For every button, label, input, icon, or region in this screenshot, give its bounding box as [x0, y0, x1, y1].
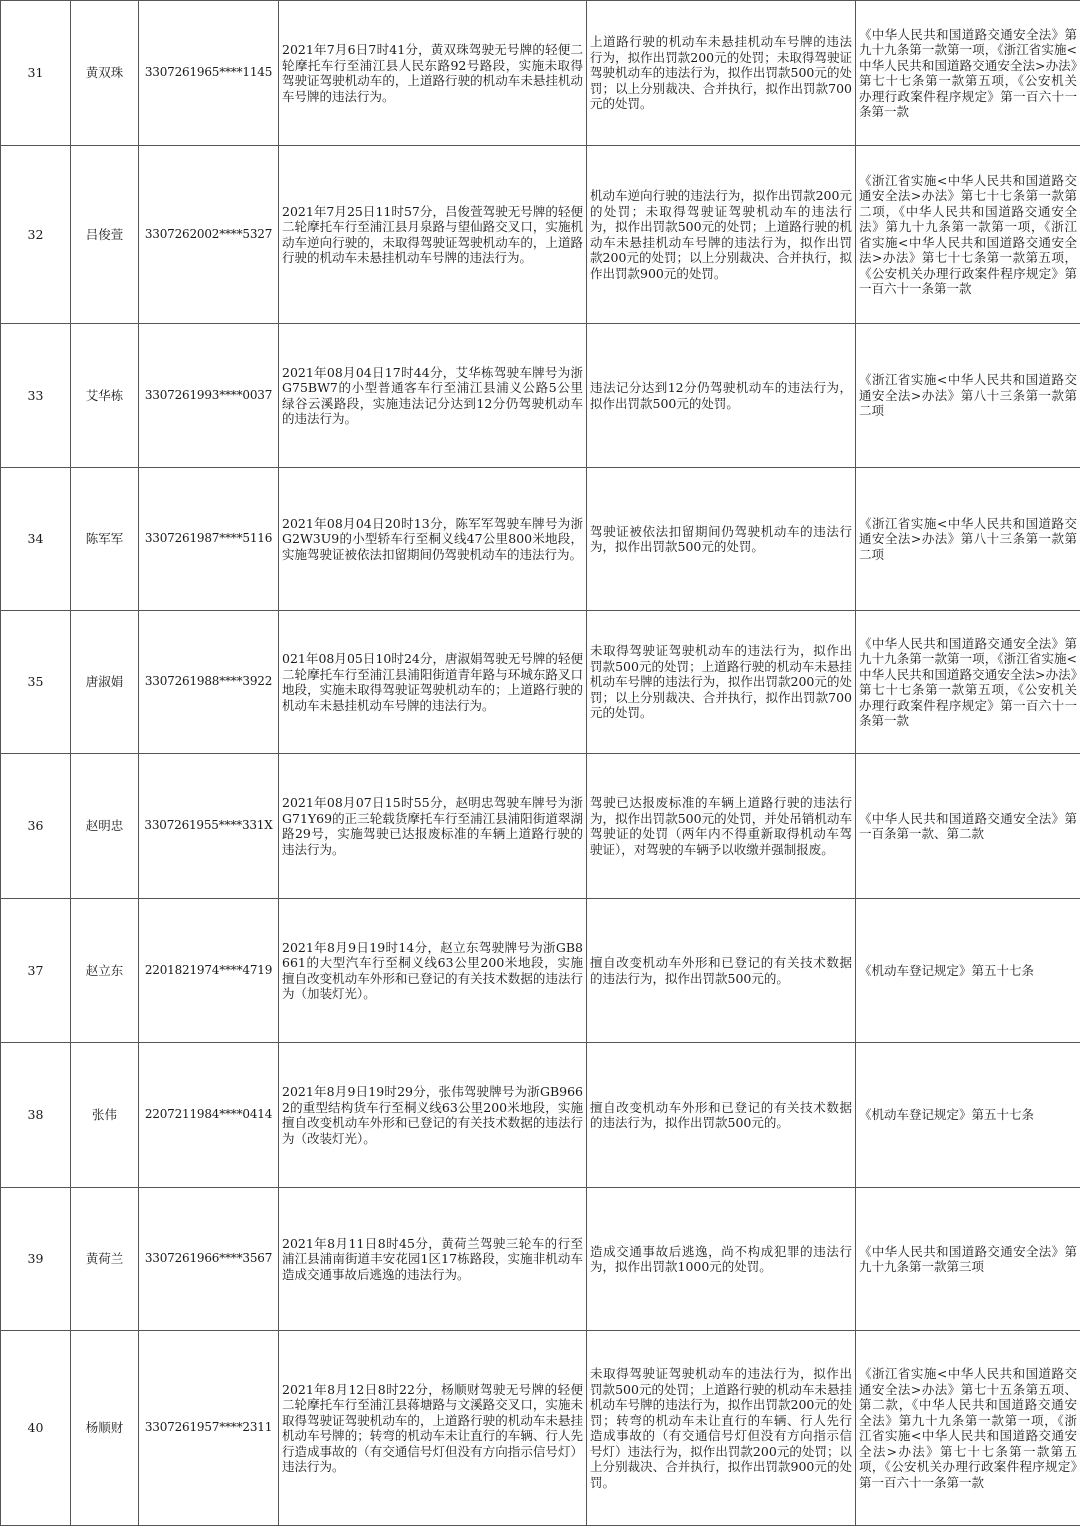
legal-basis: 《机动车登记规定》第五十七条 [856, 1043, 1080, 1188]
penalty-decision: 擅自改变机动车外形和已登记的有关技术数据的违法行为，拟作出罚款500元的。 [587, 1043, 856, 1188]
id-number: 2207211984****0414 [139, 1043, 279, 1188]
violation-facts: 2021年8月11日8时45分，黄荷兰驾驶三轮车的行至浦江县浦南街道丰安花园1区17栋路段，实施非机动车造成交通事故后逃逸的违法行为。 [279, 1188, 587, 1331]
person-name: 赵明忠 [71, 754, 139, 899]
table-row [1, 1, 1080, 146]
violation-facts: 021年08月05日10时24分，唐淑娟驾驶无号牌的轻便二轮摩托车行至浦江县浦阳街道青年路与环城东路叉口地段，实施未取得驾驶证驾驶机动车的；上道路行驶的机动车未悬挂机动车号牌的违法行为。 [279, 611, 587, 754]
person-name: 张伟 [71, 1043, 139, 1188]
violation-facts: 2021年8月9日19时29分，张伟驾驶牌号为浙GB9662的重型结构货车行至桐义线63公里200米地段，实施擅自改变机动车外形和已登记的有关技术数据的违法行为（改装灯光）。 [279, 1043, 587, 1188]
penalty-decision: 驾驶已达报废标准的车辆上道路行驶的违法行为，拟作出罚款500元的处罚，并处吊销机动车驾驶证的处罚（两年内不得重新取得机动车驾驶证），对驾驶的车辆予以收缴并强制报废。 [587, 754, 856, 899]
table-row [1, 324, 1080, 468]
legal-basis: 《浙江省实施<中华人民共和国道路交通安全法>办法》第七十七条第一款第二项，《中华人民共和国道路交通安全法》第九十九条第一款第一项，《浙江省实施<中华人民共和国道路交通安全法>办法》第七十七条第一款第五项，《公安机关办理行政案件程序规定》第一百六十一条第一款 [856, 146, 1080, 324]
person-name: 杨顺财 [71, 1331, 139, 1526]
table-row [1, 1188, 1080, 1331]
row-number: 37 [1, 899, 71, 1043]
row-number: 31 [1, 1, 71, 146]
table-row [1, 899, 1080, 1043]
violation-facts: 2021年08月04日17时44分，艾华栋驾驶车牌号为浙G75BW7的小型普通客车行至浦江县浦义公路5公里绿谷云溪路段，实施违法记分达到12分仍驾驶机动车的违法行为。 [279, 324, 587, 468]
id-number: 3307261955****331X [139, 754, 279, 899]
violation-facts: 2021年8月12日8时22分，杨顺财驾驶无号牌的轻便二轮摩托车行至浦江县蒋塘路与文溪路交叉口，实施未取得驾驶证驾驶机动车的，上道路行驶的机动车未悬挂机动车号牌的；转弯的机动车未让直行的车辆、行人先行造成事故的（有交通信号灯但没有方向指示信号灯）违法行为。 [279, 1331, 587, 1526]
penalty-decision: 机动车逆向行驶的违法行为，拟作出罚款200元的处罚；未取得驾驶证驾驶机动车的违法行为，拟作出罚款500元的处罚；上道路行驶的机动车未悬挂机动车号牌的违法行为，拟作出罚款200元的处罚；以上分别裁决、合并执行，拟作出罚款900元的处罚。 [587, 146, 856, 324]
id-number: 3307262002****5327 [139, 146, 279, 324]
penalty-decision: 未取得驾驶证驾驶机动车的违法行为，拟作出罚款500元的处罚；上道路行驶的机动车未悬挂机动车号牌的违法行为，拟作出罚款200元的处罚；以上分别裁决、合并执行，拟作出罚款700元的处罚。 [587, 611, 856, 754]
violation-facts: 2021年7月25日11时57分，吕俊萱驾驶无号牌的轻便二轮摩托车行至浦江县月泉路与望仙路交叉口，实施机动车逆向行驶的，未取得驾驶证驾驶机动车的，上道路行驶的机动车未悬挂机动车号牌的违法行为。 [279, 146, 587, 324]
legal-basis: 《机动车登记规定》第五十七条 [856, 899, 1080, 1043]
legal-basis: 《浙江省实施<中华人民共和国道路交通安全法>办法》第八十三条第一款第二项 [856, 468, 1080, 611]
table-row [1, 146, 1080, 324]
row-number: 39 [1, 1188, 71, 1331]
row-number: 36 [1, 754, 71, 899]
id-number: 3307261987****5116 [139, 468, 279, 611]
legal-basis: 《浙江省实施<中华人民共和国道路交通安全法>办法》第七十五条第五项、第二款，《中华人民共和国道路交通安全法》第九十九条第一款第一项，《浙江省实施<中华人民共和国道路交通安全法>办法》第七十七条第一款第五项，《公安机关办理行政案件程序规定》第一百六十一条第一款 [856, 1331, 1080, 1526]
penalty-decision: 驾驶证被依法扣留期间仍驾驶机动车的违法行为，拟作出罚款500元的处罚。 [587, 468, 856, 611]
row-number: 33 [1, 324, 71, 468]
table-row [1, 1331, 1080, 1526]
legal-basis: 《浙江省实施<中华人民共和国道路交通安全法>办法》第八十三条第一款第二项 [856, 324, 1080, 468]
legal-basis: 《中华人民共和国道路交通安全法》第九十九条第一款第一项，《浙江省实施<中华人民共和国道路交通安全法>办法》第七十七条第一款第五项，《公安机关办理行政案件程序规定》第一百六十一条第一款 [856, 1, 1080, 146]
penalty-decision: 未取得驾驶证驾驶机动车的违法行为，拟作出罚款500元的处罚；上道路行驶的机动车未悬挂机动车号牌的违法行为，拟作出罚款200元的处罚；转弯的机动车未让直行的车辆、行人先行造成事故的（有交通信号灯但没有方向指示信号灯）违法行为，拟作出罚款200元的处罚；以上分别裁决、合并执行，拟作出罚款900元的处罚。 [587, 1331, 856, 1526]
id-number: 3307261966****3567 [139, 1188, 279, 1331]
person-name: 艾华栋 [71, 324, 139, 468]
row-number: 32 [1, 146, 71, 324]
row-number: 38 [1, 1043, 71, 1188]
legal-basis: 《中华人民共和国道路交通安全法》第九十九条第一款第一项，《浙江省实施<中华人民共和国道路交通安全法>办法》第七十七条第一款第五项，《公安机关办理行政案件程序规定》第一百六十一条第一款 [856, 611, 1080, 754]
violation-facts: 2021年08月07日15时55分，赵明忠驾驶车牌号为浙G71Y69的正三轮载货摩托车行至浦江县浦阳街道翠湖路29号，实施驾驶已达报废标准的车辆上道路行驶的违法行为。 [279, 754, 587, 899]
table-row [1, 1043, 1080, 1188]
row-number: 40 [1, 1331, 71, 1526]
person-name: 吕俊萱 [71, 146, 139, 324]
person-name: 赵立东 [71, 899, 139, 1043]
table-row [1, 754, 1080, 899]
table-row [1, 611, 1080, 754]
penalty-decision: 上道路行驶的机动车未悬挂机动车号牌的违法行为，拟作出罚款200元的处罚；未取得驾驶证驾驶机动车的违法行为，拟作出罚款500元的处罚；以上分别裁决、合并执行，拟作出罚款700元的处罚。 [587, 1, 856, 146]
row-number: 35 [1, 611, 71, 754]
person-name: 黄荷兰 [71, 1188, 139, 1331]
person-name: 唐淑娟 [71, 611, 139, 754]
table-row [1, 468, 1080, 611]
row-number: 34 [1, 468, 71, 611]
id-number: 2201821974****4719 [139, 899, 279, 1043]
penalty-decision: 违法记分达到12分仍驾驶机动车的违法行为，拟作出罚款500元的处罚。 [587, 324, 856, 468]
penalty-decision: 造成交通事故后逃逸，尚不构成犯罪的违法行为，拟作出罚款1000元的处罚。 [587, 1188, 856, 1331]
person-name: 黄双珠 [71, 1, 139, 146]
violation-facts: 2021年7月6日7时41分，黄双珠驾驶无号牌的轻便二轮摩托车行至浦江县人民东路92号路段，实施未取得驾驶证驾驶机动车的，上道路行驶的机动车未悬挂机动车号牌的违法行为。 [279, 1, 587, 146]
id-number: 3307261988****3922 [139, 611, 279, 754]
penalty-decision: 擅自改变机动车外形和已登记的有关技术数据的违法行为，拟作出罚款500元的。 [587, 899, 856, 1043]
person-name: 陈军军 [71, 468, 139, 611]
legal-basis: 《中华人民共和国道路交通安全法》第一百条第一款、第二款 [856, 754, 1080, 899]
penalty-table-body [1, 1, 1080, 1526]
id-number: 3307261993****0037 [139, 324, 279, 468]
id-number: 3307261965****1145 [139, 1, 279, 146]
id-number: 3307261957****2311 [139, 1331, 279, 1526]
violation-facts: 2021年08月04日20时13分，陈军军驾驶车牌号为浙G2W3U9的小型轿车行至桐义线47公里800米地段，实施驾驶证被依法扣留期间仍驾驶机动车的违法行为。 [279, 468, 587, 611]
violation-facts: 2021年8月9日19时14分，赵立东驾驶牌号为浙GB8661的大型汽车行至桐义线63公里200米地段，实施擅自改变机动车外形和已登记的有关技术数据的违法行为（加装灯光）。 [279, 899, 587, 1043]
legal-basis: 《中华人民共和国道路交通安全法》第九十九条第一款第三项 [856, 1188, 1080, 1331]
